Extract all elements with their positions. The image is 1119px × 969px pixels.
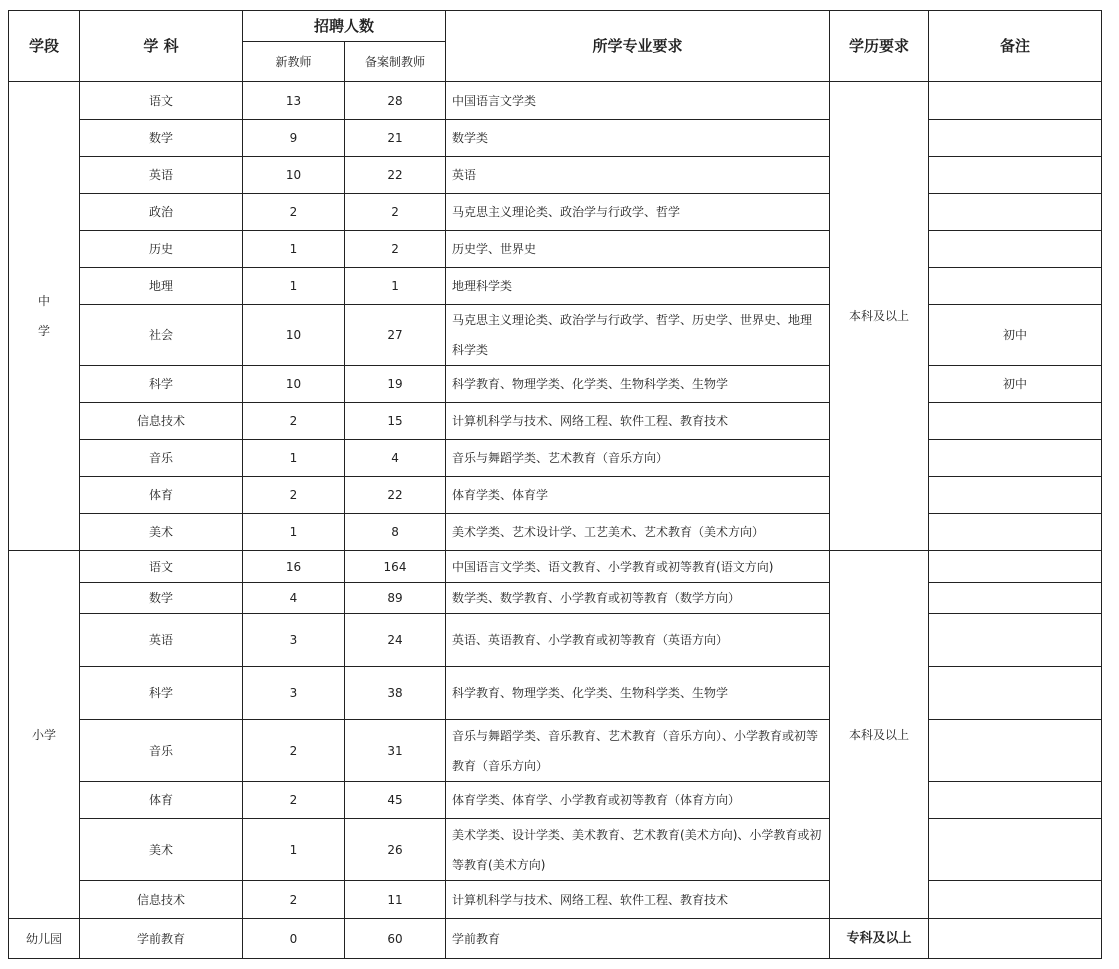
remark-cell [929,440,1102,477]
table-row [9,819,1102,881]
table-row [9,82,1102,120]
remark-cell [929,157,1102,194]
remark-cell [929,881,1102,919]
remark-cell [929,231,1102,268]
table-row [9,583,1102,614]
header-major: 所学专业要求 [446,11,830,82]
table-row [9,667,1102,720]
remark-cell [929,614,1102,667]
subject-cell: 科学 [80,366,243,403]
subject-cell: 语文 [80,82,243,120]
stage-cell-primary: 小学 [9,551,80,919]
remark-cell [929,120,1102,157]
major-cell: 中国语言文学类、语文教育、小学教育或初等教育(语文方向) [446,551,830,583]
subject-cell: 体育 [80,782,243,819]
header-subject: 学 科 [80,11,243,82]
count-filed-cell: 45 [345,782,446,819]
header-remark: 备注 [929,11,1102,82]
count-filed-cell: 164 [345,551,446,583]
count-filed-cell: 89 [345,583,446,614]
subject-cell: 历史 [80,231,243,268]
count-filed-cell: 24 [345,614,446,667]
subject-cell: 美术 [80,514,243,551]
stage-cell-middle [9,82,80,551]
count-new-cell: 9 [243,120,345,157]
count-filed-cell: 28 [345,82,446,120]
count-new-cell: 1 [243,268,345,305]
table-row [9,194,1102,231]
count-new-cell: 2 [243,881,345,919]
count-new-cell: 2 [243,477,345,514]
count-new-cell: 3 [243,614,345,667]
count-new-cell: 2 [243,403,345,440]
major-cell: 历史学、世界史 [446,231,830,268]
remark-cell [929,82,1102,120]
count-filed-cell: 22 [345,157,446,194]
major-cell: 体育学类、体育学 [446,477,830,514]
major-cell: 科学教育、物理学类、化学类、生物科学类、生物学 [446,366,830,403]
count-filed-cell: 8 [345,514,446,551]
table-row [9,919,1102,959]
count-new-cell: 10 [243,366,345,403]
subject-cell: 地理 [80,268,243,305]
count-filed-cell: 15 [345,403,446,440]
subject-cell: 政治 [80,194,243,231]
table-row [9,477,1102,514]
subject-cell: 英语 [80,157,243,194]
major-cell: 英语 [446,157,830,194]
subject-cell: 语文 [80,551,243,583]
remark-cell [929,194,1102,231]
remark-cell [929,268,1102,305]
count-new-cell: 0 [243,919,345,959]
count-filed-cell: 22 [345,477,446,514]
remark-cell [929,514,1102,551]
header-stage: 学段 [9,11,80,82]
header-education: 学历要求 [830,11,929,82]
remark-cell [929,720,1102,782]
subject-cell: 音乐 [80,440,243,477]
count-filed-cell: 11 [345,881,446,919]
table-row [9,440,1102,477]
header-count-group: 招聘人数 [243,11,446,42]
count-filed-cell: 31 [345,720,446,782]
major-cell: 音乐与舞蹈学类、艺术教育（音乐方向） [446,440,830,477]
major-cell: 学前教育 [446,919,830,959]
table-row [9,268,1102,305]
subject-cell: 信息技术 [80,403,243,440]
remark-cell [929,667,1102,720]
table-row [9,305,1102,366]
major-cell: 计算机科学与技术、网络工程、软件工程、教育技术 [446,403,830,440]
footnote-cutoff [50,961,1050,969]
count-new-cell: 1 [243,819,345,881]
major-cell: 音乐与舞蹈学类、音乐教育、艺术教育（音乐方向）、小学教育或初等教育（音乐方向） [446,720,830,782]
count-new-cell: 2 [243,782,345,819]
table-row [9,720,1102,782]
subject-cell: 科学 [80,667,243,720]
count-filed-cell: 19 [345,366,446,403]
count-new-cell: 1 [243,231,345,268]
education-cell: 本科及以上 [830,551,929,919]
remark-cell [929,403,1102,440]
count-filed-cell: 38 [345,667,446,720]
major-cell: 马克思主义理论类、政治学与行政学、哲学 [446,194,830,231]
remark-cell [929,782,1102,819]
remark-cell: 初中 [929,305,1102,366]
table-row [9,551,1102,583]
major-cell: 美术学类、艺术设计学、工艺美术、艺术教育（美术方向） [446,514,830,551]
major-cell: 数学类 [446,120,830,157]
major-cell: 地理科学类 [446,268,830,305]
remark-cell [929,583,1102,614]
subject-cell: 体育 [80,477,243,514]
table-row [9,120,1102,157]
count-new-cell: 13 [243,82,345,120]
count-new-cell: 1 [243,514,345,551]
major-cell: 科学教育、物理学类、化学类、生物科学类、生物学 [446,667,830,720]
count-new-cell: 2 [243,194,345,231]
table-row [9,782,1102,819]
major-cell: 体育学类、体育学、小学教育或初等教育（体育方向） [446,782,830,819]
count-new-cell: 1 [243,440,345,477]
count-new-cell: 2 [243,720,345,782]
remark-cell [929,919,1102,959]
major-cell: 中国语言文学类 [446,82,830,120]
table-row [9,614,1102,667]
subject-cell: 美术 [80,819,243,881]
stage-char: 中 [37,294,50,308]
subject-cell: 音乐 [80,720,243,782]
table-row [9,231,1102,268]
major-cell: 数学类、数学教育、小学教育或初等教育（数学方向） [446,583,830,614]
major-cell: 美术学类、设计学类、美术教育、艺术教育(美术方向)、小学教育或初等教育(美术方向) [446,819,830,881]
subject-cell: 英语 [80,614,243,667]
remark-cell [929,477,1102,514]
count-new-cell: 16 [243,551,345,583]
subject-cell: 社会 [80,305,243,366]
table-row [9,514,1102,551]
header-count-filed: 备案制教师 [345,42,446,82]
subject-cell: 信息技术 [80,881,243,919]
count-filed-cell: 2 [345,231,446,268]
count-filed-cell: 27 [345,305,446,366]
count-new-cell: 4 [243,583,345,614]
count-filed-cell: 60 [345,919,446,959]
subject-cell: 数学 [80,120,243,157]
table-row [9,881,1102,919]
count-filed-cell: 4 [345,440,446,477]
remark-cell [929,819,1102,881]
count-filed-cell: 2 [345,194,446,231]
count-filed-cell: 26 [345,819,446,881]
recruitment-table [8,10,1102,959]
header-count-new: 新教师 [243,42,345,82]
count-filed-cell: 21 [345,120,446,157]
table-row [9,403,1102,440]
major-cell: 马克思主义理论类、政治学与行政学、哲学、历史学、世界史、地理科学类 [446,305,830,366]
education-cell: 本科及以上 [830,82,929,551]
count-new-cell: 10 [243,305,345,366]
education-cell: 专科及以上 [830,919,929,959]
subject-cell: 数学 [80,583,243,614]
table-row [9,366,1102,403]
count-new-cell: 3 [243,667,345,720]
major-cell: 英语、英语教育、小学教育或初等教育（英语方向） [446,614,830,667]
table-row [9,157,1102,194]
count-filed-cell: 1 [345,268,446,305]
remark-cell: 初中 [929,366,1102,403]
major-cell: 计算机科学与技术、网络工程、软件工程、教育技术 [446,881,830,919]
stage-cell-kindergarten: 幼儿园 [9,919,80,959]
remark-cell [929,551,1102,583]
stage-char: 学 [37,324,50,338]
subject-cell: 学前教育 [80,919,243,959]
count-new-cell: 10 [243,157,345,194]
